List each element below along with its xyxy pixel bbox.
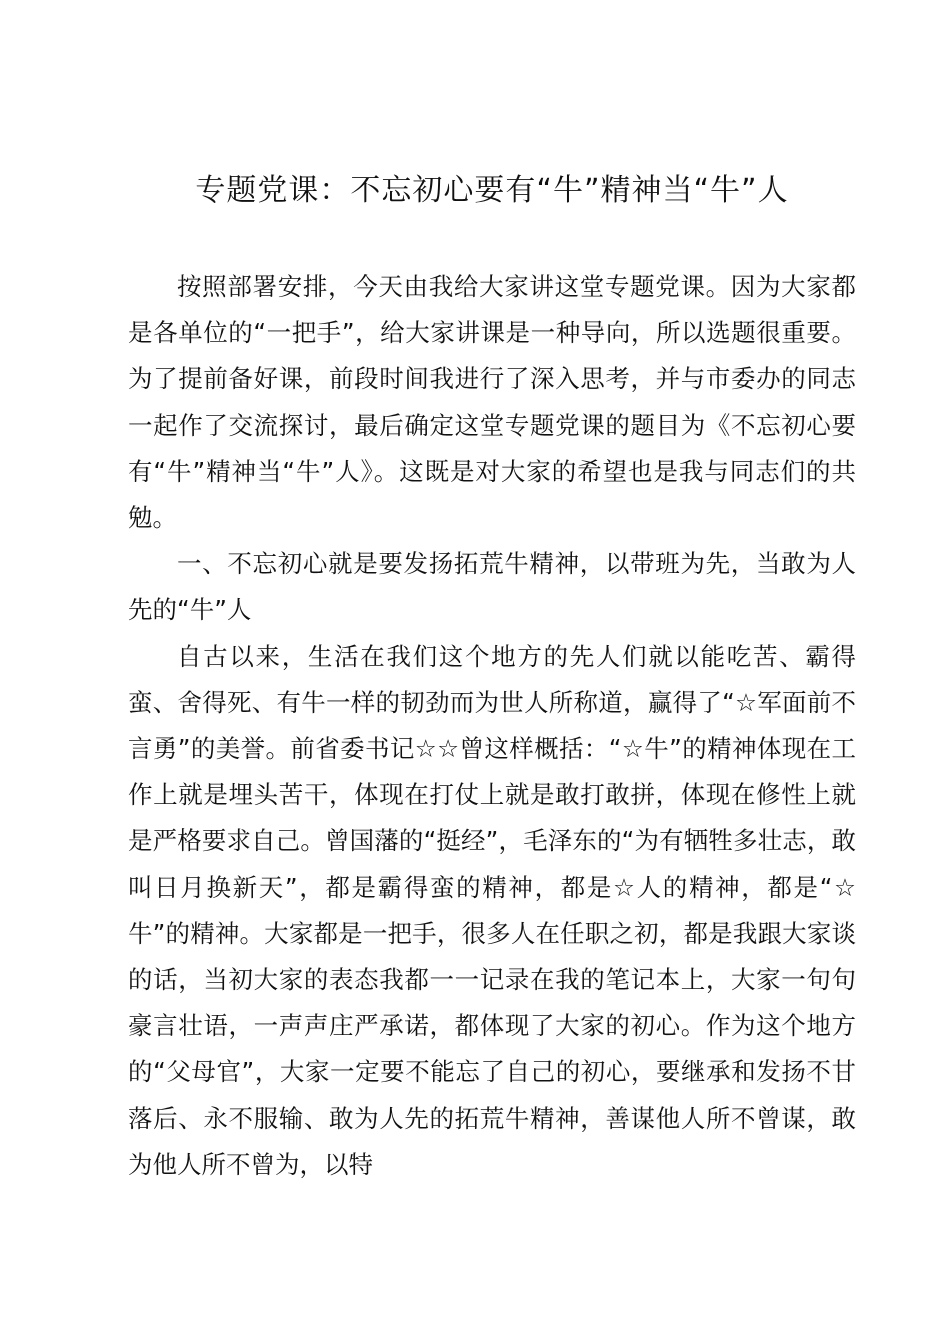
body-paragraph: 自古以来，生活在我们这个地方的先人们就以能吃苦、霸得蛮、舍得死、有牛一样的韧劲而为世人所称道，赢得了“☆军面前不言勇”的美誉。前省委书记☆☆曾这样概括：“☆牛”的精神体现在工作上就是埋头苦干，体现在打仗上就是敢打敢拼，体现在修性上就是严格要求自己。曾国藩的“挺经”，毛泽东的“为有牺牲多壮志，敢叫日月换新天”，都是霸得蛮的精神，都是☆人的精神，都是“☆牛”的精神。大家都是一把手，很多人在任职之初，都是我跟大家谈的话，当初大家的表态我都一一记录在我的笔记本上，大家一句句豪言壮语，一声声庄严承诺，都体现了大家的初心。作为这个地方的“父母官”，大家一定要不能忘了自己的初心，要继承和发扬不甘落后、永不服输、敢为人先的拓荒牛精神，善谋他人所不曾谋，敢为他人所不曾为，以特: [128, 641, 856, 1179]
intro-paragraph: 按照部署安排，今天由我给大家讲这堂专题党课。因为大家都是各单位的“一把手”，给大家讲课是一种导向，所以选题很重要。为了提前备好课，前段时间我进行了深入思考，并与市委办的同志一起作了交流探讨，最后确定这堂专题党课的题目为《不忘初心要有“牛”精神当“牛”人》。这既是对大家的希望也是我与同志们的共勉。: [128, 272, 856, 533]
section-heading-1: 一、不忘初心就是要发扬拓荒牛精神，以带班为先，当敢为人先的“牛”人: [128, 549, 856, 625]
document-title: 专题党课：不忘初心要有“牛”精神当“牛”人: [195, 173, 789, 208]
document-body: [128, 264, 856, 1188]
